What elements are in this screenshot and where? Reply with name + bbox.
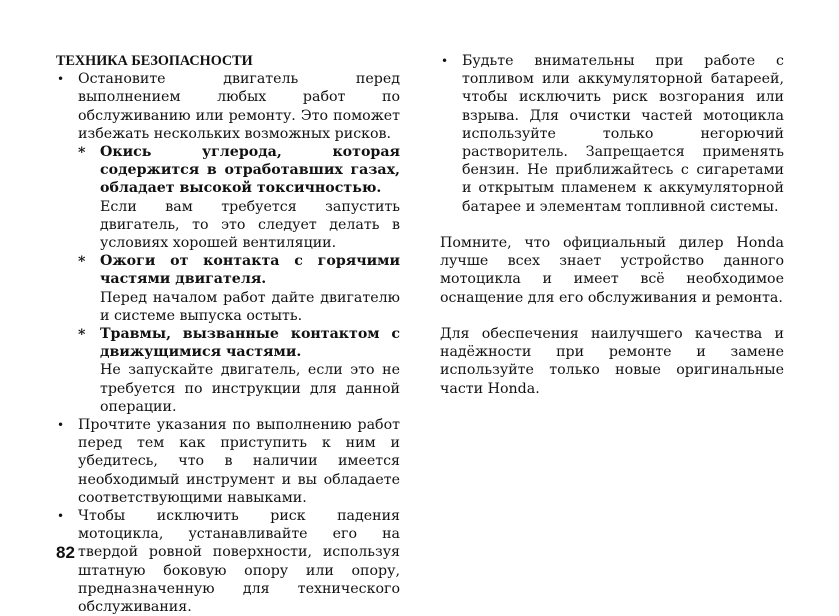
asterisk-marker: * <box>78 254 86 271</box>
bullet-item <box>440 52 784 216</box>
sub-item-text: Не запускайте двигатель, если это не требуется по инструкции для данной операции. <box>100 362 400 415</box>
paragraph: Для обеспечения наилучшего качества и надёжности при ремонте и замене используйте только новые оригинальные части Honda. <box>440 326 784 397</box>
bullet-marker: • <box>441 54 449 68</box>
sub-item <box>56 325 400 416</box>
bullet-text: Чтобы исключить риск падения мотоцикла, устанавливайте его на твердой ровной поверхности, используя штатную боковую опору или опору, предназначенную для технического обслуживания. <box>78 508 400 616</box>
sub-item <box>56 143 400 252</box>
bullet-text: Прочтите указания по выполнению работ перед тем как приступить к ним и убедитесь, что в наличии имеется необходимый инструмент и вы обладаете соответствующими навыками. <box>78 417 400 506</box>
right-column <box>440 52 784 398</box>
left-column <box>56 52 400 616</box>
sub-item-text: Если вам требуется запустить двигатель, то это следует делать в условиях хорошей вентиляции. <box>100 198 400 252</box>
bullet-item <box>56 70 400 143</box>
asterisk-marker: * <box>78 145 86 162</box>
sub-item-heading: Окись углерода, которая содержится в отработавших газах, обладает высокой токсичностью. <box>100 144 400 197</box>
paragraph: Помните, что официальный дилер Honda лучше всех знает устройство данного мотоцикла и имеет всё необходимое оснащение для его обслуживания и ремонта. <box>440 235 784 306</box>
sub-item-heading: Ожоги от контакта с горячими частями двигателя. <box>100 253 400 288</box>
sub-item <box>56 252 400 325</box>
sub-item-text: Перед началом работ дайте двигателю и системе выпуска остыть. <box>100 289 400 324</box>
bullet-text: Остановите двигатель перед выполнением любых работ по обслуживанию или ремонту. Это поможет избежать нескольких возможных рисков. <box>78 71 400 142</box>
asterisk-marker: * <box>78 327 86 344</box>
bullet-marker: • <box>57 418 65 433</box>
sub-item-heading: Травмы, вызванные контактом с движущимися частями. <box>100 326 400 361</box>
bullet-marker: • <box>57 509 65 524</box>
bullet-item <box>56 507 400 616</box>
page-number: 82 <box>56 543 75 562</box>
bullet-item <box>56 416 400 507</box>
section-title: ТЕХНИКА БЕЗОПАСНОСТИ <box>56 53 253 69</box>
bullet-text: Будьте внимательны при работе с топливом или аккумуляторной батареей, чтобы исключить риск возгорания или взрыва. Для очистки частей мотоцикла используйте только негорючий растворитель. Запрещается применять бензин. Не приближайтесь с сигаретами и открытым пламенем к аккумуляторной батарее и элементам топливной системы. <box>462 53 784 215</box>
bullet-marker: • <box>57 72 65 87</box>
